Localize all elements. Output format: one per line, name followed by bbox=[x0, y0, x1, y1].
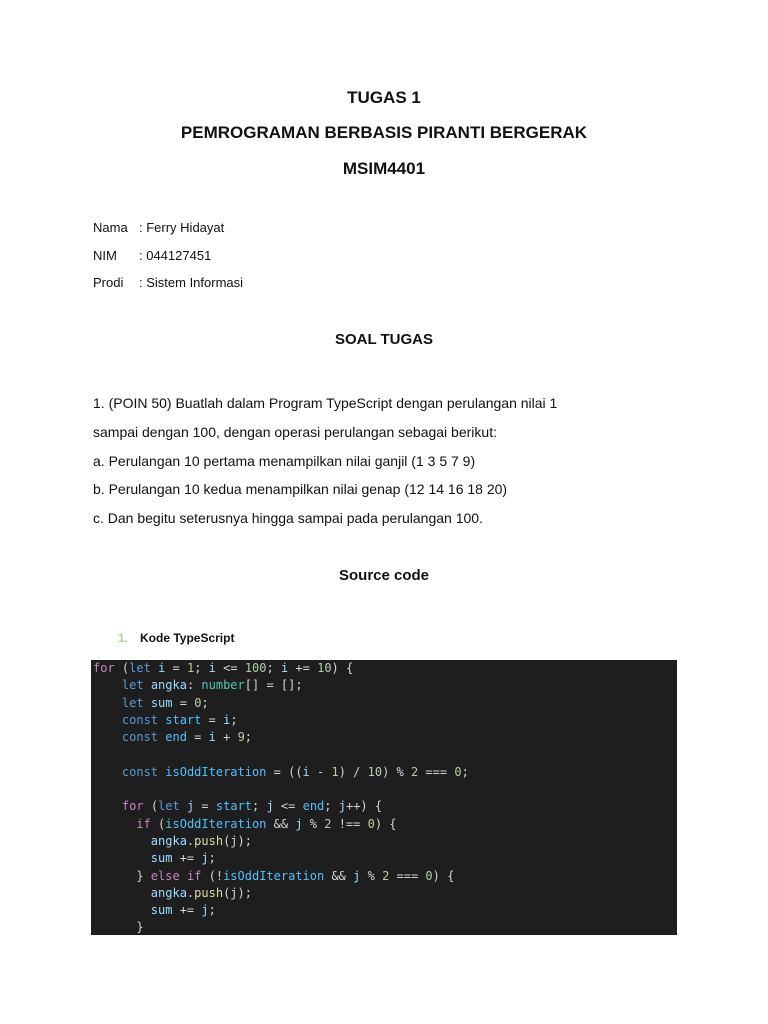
code-token: 0 bbox=[367, 816, 375, 831]
code-token: ; bbox=[266, 661, 281, 675]
prodi-value: : Sistem Informasi bbox=[139, 275, 244, 290]
code-token: ; bbox=[208, 851, 216, 866]
code-token: 10 bbox=[367, 764, 383, 779]
code-token: isOddIteration bbox=[165, 764, 267, 779]
code-token: for bbox=[93, 661, 115, 675]
code-token: 1 bbox=[186, 661, 195, 675]
nim-value: : 044127451 bbox=[139, 248, 212, 263]
code-token: ; bbox=[201, 695, 209, 710]
code-line bbox=[91, 850, 677, 867]
code-token: 2 bbox=[382, 868, 390, 883]
code-token: ) { bbox=[432, 868, 455, 883]
code-token: sum bbox=[150, 851, 173, 866]
code-token: 0 bbox=[425, 868, 433, 883]
list-item-typescript bbox=[118, 631, 234, 645]
code-token: (! bbox=[201, 868, 224, 883]
code-token: end bbox=[165, 730, 187, 745]
code-token: = bbox=[194, 799, 216, 814]
code-token: ) % bbox=[382, 764, 411, 779]
code-token: const bbox=[121, 730, 159, 745]
code-token: ( bbox=[114, 661, 130, 675]
code-token: 100 bbox=[244, 661, 267, 675]
code-token: j bbox=[295, 816, 303, 831]
code-token: ; bbox=[244, 730, 253, 745]
code-token: start bbox=[215, 799, 253, 814]
code-token: sum bbox=[150, 903, 173, 918]
code-token: ) { bbox=[374, 816, 397, 831]
code-token bbox=[93, 817, 136, 831]
code-token: += bbox=[288, 661, 318, 675]
code-token bbox=[93, 730, 122, 744]
code-line bbox=[91, 660, 677, 677]
code-token: let bbox=[121, 695, 144, 710]
student-nim-row bbox=[93, 248, 211, 263]
name-label: Nama bbox=[93, 220, 128, 235]
code-token: if bbox=[136, 816, 151, 831]
code-token: if bbox=[186, 868, 202, 883]
question-line: c. Dan begitu seterusnya hingga sampai pada perulangan 100. bbox=[93, 510, 483, 526]
code-token: (j); bbox=[223, 885, 252, 900]
code-token: <= bbox=[215, 661, 245, 675]
code-token: ; bbox=[324, 799, 339, 814]
code-token: 10 bbox=[317, 661, 332, 675]
code-token: else bbox=[150, 868, 180, 883]
code-token: angka bbox=[150, 678, 187, 693]
code-token: += bbox=[172, 903, 202, 918]
code-token: ) / bbox=[338, 764, 368, 779]
code-token: ++) { bbox=[345, 799, 383, 814]
code-token: let bbox=[129, 661, 151, 675]
code-token: push bbox=[194, 885, 224, 900]
course-code: MSIM4401 bbox=[342, 159, 426, 178]
code-token bbox=[93, 851, 151, 865]
code-token: ; bbox=[208, 903, 216, 918]
code-token: isOddIteration bbox=[165, 816, 267, 831]
code-line bbox=[91, 919, 677, 935]
question-line: 1. (POIN 50) Buatlah dalam Program TypeScript dengan perulangan nilai 1 bbox=[93, 395, 558, 411]
code-token: = bbox=[201, 712, 224, 727]
code-token: angka bbox=[150, 833, 187, 848]
code-token: sum bbox=[150, 695, 173, 710]
code-token: end bbox=[302, 799, 325, 814]
code-token: && bbox=[324, 868, 354, 883]
code-line bbox=[91, 798, 677, 815]
code-token: } bbox=[93, 920, 144, 935]
code-line bbox=[91, 885, 677, 902]
code-token: 1 bbox=[331, 764, 339, 779]
code-token bbox=[144, 696, 151, 710]
code-token: i bbox=[208, 730, 216, 745]
code-token: ; bbox=[230, 712, 238, 727]
source-code-heading: Source code bbox=[338, 567, 430, 584]
code-token: 9 bbox=[237, 730, 245, 745]
code-token: . bbox=[186, 885, 195, 900]
code-token: 2 bbox=[410, 764, 419, 779]
code-line bbox=[91, 764, 677, 781]
code-token: 0 bbox=[454, 764, 462, 779]
code-line bbox=[91, 712, 677, 729]
code-token: : bbox=[186, 678, 202, 693]
question-line: sampai dengan 100, dengan operasi perulangan sebagai berikut: bbox=[93, 424, 497, 440]
code-token: start bbox=[165, 712, 202, 727]
code-token bbox=[93, 834, 151, 848]
code-token bbox=[93, 799, 122, 813]
code-line bbox=[91, 781, 677, 798]
code-token: - bbox=[309, 764, 332, 779]
code-token: = (( bbox=[266, 764, 303, 779]
question-line: b. Perulangan 10 kedua menampilkan nilai genap (12 14 16 18 20) bbox=[93, 481, 508, 497]
code-line bbox=[91, 677, 677, 694]
soal-heading: SOAL TUGAS bbox=[334, 331, 434, 348]
code-token bbox=[93, 903, 151, 917]
student-prodi-row bbox=[93, 275, 243, 290]
code-token: (j); bbox=[223, 833, 252, 848]
code-token: ( bbox=[150, 816, 166, 831]
code-token: <= bbox=[273, 799, 303, 814]
code-token: === bbox=[389, 868, 426, 883]
code-token: j bbox=[201, 903, 209, 918]
code-token: = bbox=[172, 695, 195, 710]
code-token: ) { bbox=[331, 661, 354, 675]
list-label: Kode TypeScript bbox=[140, 631, 235, 645]
code-line bbox=[91, 729, 677, 746]
code-line bbox=[91, 695, 677, 712]
code-token: let bbox=[121, 678, 144, 693]
code-token: for bbox=[121, 799, 144, 814]
code-token: angka bbox=[150, 885, 187, 900]
code-token: . bbox=[186, 833, 195, 848]
code-token: let bbox=[158, 799, 180, 814]
code-token: push bbox=[194, 833, 224, 848]
code-token: number bbox=[201, 678, 245, 693]
list-number: 1. bbox=[118, 631, 129, 645]
code-token: const bbox=[121, 764, 159, 779]
code-token: j bbox=[338, 799, 346, 814]
code-token: && bbox=[266, 816, 296, 831]
nim-label: NIM bbox=[93, 248, 117, 263]
code-token: j bbox=[186, 799, 195, 814]
code-block bbox=[91, 660, 677, 935]
code-token: 2 bbox=[324, 816, 332, 831]
code-token: i bbox=[158, 661, 166, 675]
code-token: + bbox=[215, 730, 238, 745]
code-token: % bbox=[302, 816, 325, 831]
code-token bbox=[151, 661, 158, 675]
code-token: i bbox=[208, 661, 216, 675]
code-token bbox=[93, 713, 122, 727]
code-token: [] = []; bbox=[244, 678, 303, 693]
code-token: isOddIteration bbox=[223, 868, 325, 883]
code-token: j bbox=[353, 868, 361, 883]
code-token: += bbox=[172, 851, 202, 866]
code-token: } bbox=[93, 868, 151, 883]
code-token: j bbox=[266, 799, 274, 814]
code-token bbox=[144, 678, 151, 692]
name-value: : Ferry Hidayat bbox=[139, 220, 225, 235]
code-token bbox=[93, 765, 122, 779]
code-token: % bbox=[360, 868, 383, 883]
code-token: 0 bbox=[194, 695, 202, 710]
prodi-label: Prodi bbox=[93, 275, 124, 290]
code-line bbox=[91, 816, 677, 833]
question-line: a. Perulangan 10 pertama menampilkan nilai ganjil (1 3 5 7 9) bbox=[93, 453, 476, 469]
document-title: TUGAS 1 bbox=[347, 88, 421, 107]
code-token: i bbox=[223, 712, 231, 727]
course-title: PEMROGRAMAN BERBASIS PIRANTI BERGERAK bbox=[180, 123, 588, 142]
code-token bbox=[180, 799, 187, 813]
code-token: === bbox=[418, 764, 455, 779]
code-line bbox=[91, 902, 677, 919]
code-token bbox=[93, 886, 151, 900]
code-token: = bbox=[186, 730, 209, 745]
code-token: ; bbox=[252, 799, 267, 814]
code-token: = bbox=[165, 661, 187, 675]
code-token bbox=[180, 869, 187, 883]
code-token: j bbox=[201, 851, 209, 866]
code-token: !== bbox=[331, 816, 368, 831]
code-token bbox=[93, 678, 122, 692]
code-token bbox=[93, 696, 122, 710]
code-token: ; bbox=[194, 661, 209, 675]
code-line bbox=[91, 833, 677, 850]
code-token: i bbox=[280, 661, 289, 675]
code-token: i bbox=[302, 764, 310, 779]
code-line bbox=[91, 868, 677, 885]
student-name-row bbox=[93, 220, 224, 235]
code-token: const bbox=[121, 712, 159, 727]
code-line bbox=[91, 746, 677, 763]
code-token: ; bbox=[461, 764, 469, 779]
code-token: ( bbox=[143, 799, 159, 814]
